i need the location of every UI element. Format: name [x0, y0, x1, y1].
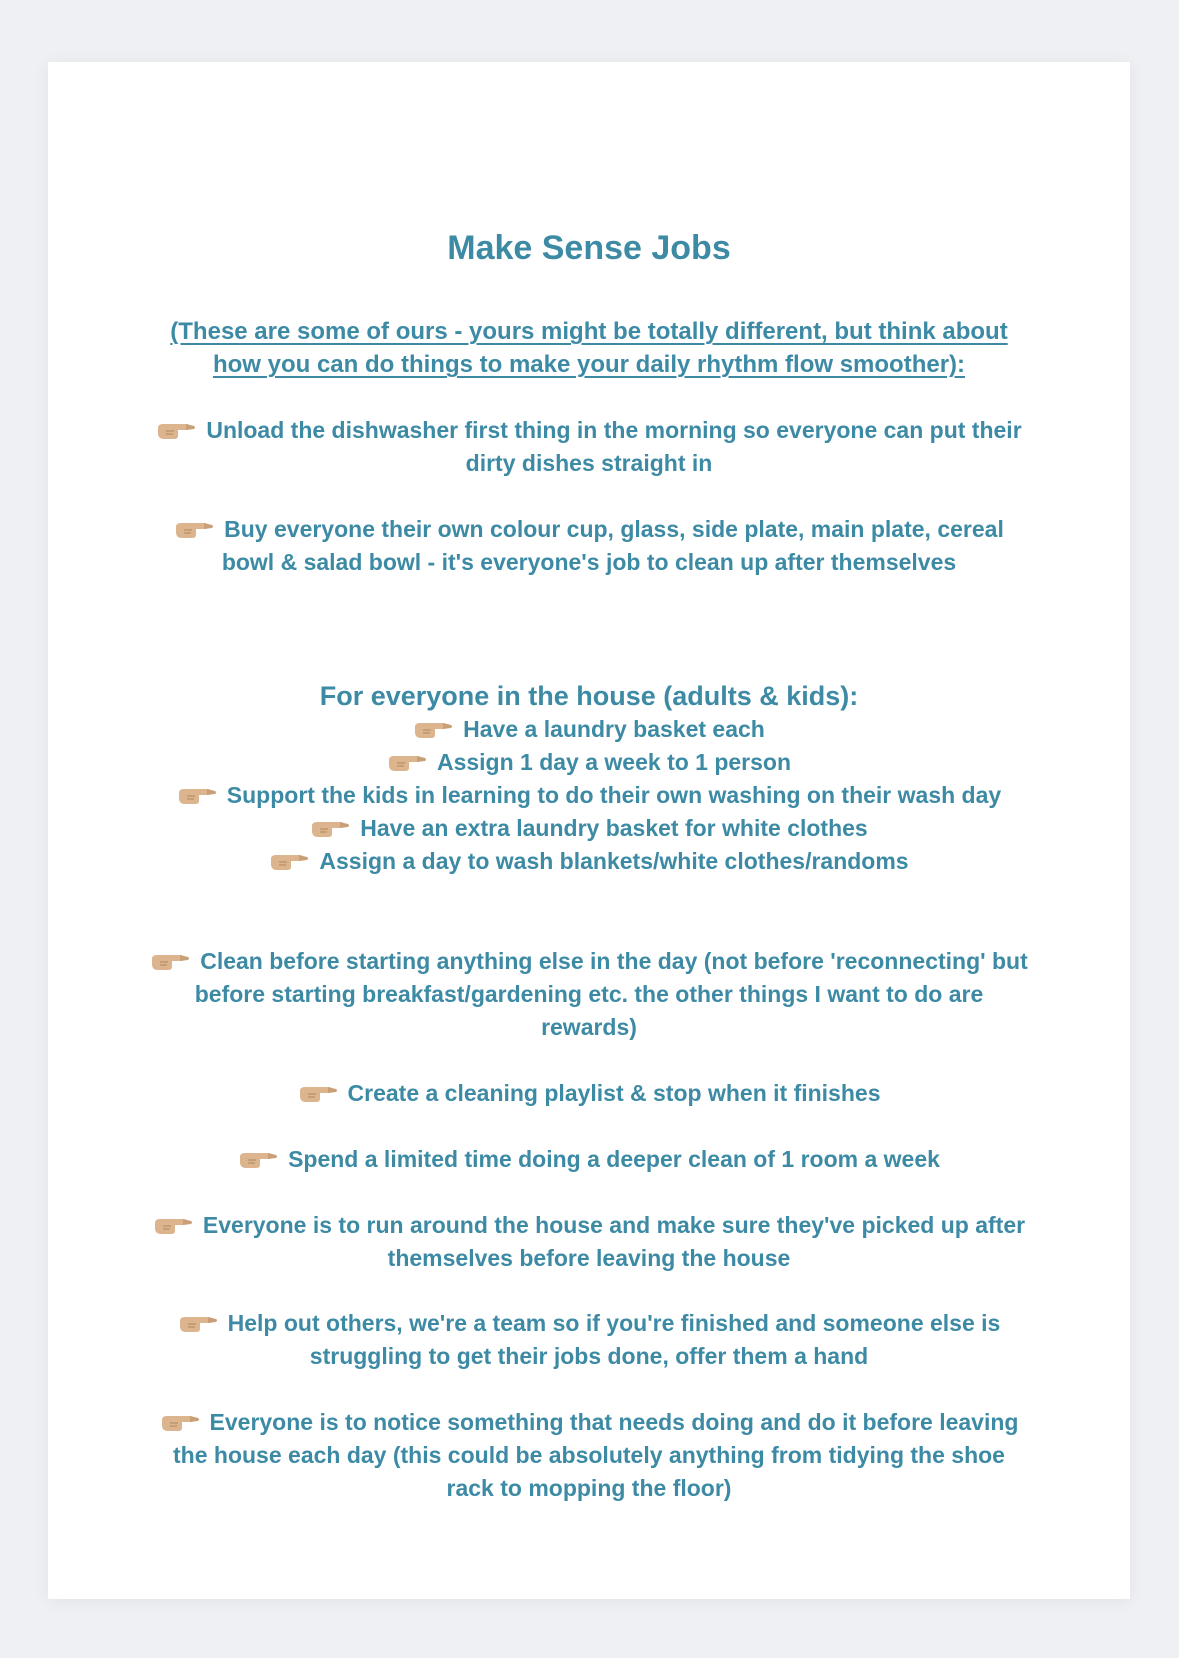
list-item-laundry [128, 779, 1050, 812]
pointing-hand-icon [178, 1313, 218, 1333]
pointing-hand-icon [238, 1149, 278, 1169]
list-item-unload-dishwasher [148, 414, 1030, 480]
item-text: Have an extra laundry basket for white clothes [360, 815, 868, 841]
item-text: Spend a limited time doing a deeper clean of 1 room a week [288, 1146, 940, 1172]
item-text: Unload the dishwasher first thing in the morning so everyone can put their dirty dishes straight in [206, 417, 1022, 476]
list-item-laundry [148, 746, 1030, 779]
pointing-hand-icon [150, 951, 190, 971]
item-text: Help out others, we're a team so if you're finished and someone else is struggling to get their jobs done, offer them a hand [227, 1310, 1001, 1369]
item-text: Assign 1 day a week to 1 person [436, 749, 792, 775]
pointing-hand-icon [387, 752, 427, 772]
list-item-deeper-clean [148, 1143, 1030, 1176]
intro-text: (These are some of ours - yours might be totally different, but think about how you can do things to make your daily rhythm flow smoother): [170, 318, 1008, 378]
item-text: Assign a day to wash blankets/white clothes/randoms [319, 848, 909, 874]
pointing-hand-icon [298, 1083, 338, 1103]
pointing-hand-icon [413, 719, 453, 739]
list-item-playlist [148, 1077, 1030, 1110]
document-page [48, 62, 1130, 1599]
pointing-hand-icon [156, 420, 196, 440]
item-text: Have a laundry basket each [463, 716, 765, 742]
list-item-clean-first [148, 945, 1030, 1044]
item-text: Support the kids in learning to do their own washing on their wash day [226, 782, 1002, 808]
laundry-heading: For everyone in the house (adults & kids): [319, 681, 859, 711]
list-item-laundry [148, 845, 1030, 878]
list-item-laundry [148, 713, 1030, 746]
pointing-hand-icon [160, 1412, 200, 1432]
item-text: Create a cleaning playlist & stop when it finishes [347, 1080, 881, 1106]
item-text: Everyone is to run around the house and make sure they've picked up after themselves before leaving the house [202, 1212, 1026, 1271]
pointing-hand-icon [153, 1215, 193, 1235]
list-item-notice-something [148, 1406, 1030, 1505]
item-text: Clean before starting anything else in the day (not before 'reconnecting' but before starting breakfast/gardening etc. the other things I want to do are rewards) [194, 948, 1028, 1040]
item-text: Everyone is to notice something that needs doing and do it before leaving the house each day (this could be absolutely anything from tidying the shoe rack to mopping the floor) [173, 1409, 1019, 1501]
pointing-hand-icon [174, 519, 214, 539]
page-title: Make Sense Jobs [447, 229, 731, 267]
pointing-hand-icon [177, 785, 217, 805]
pointing-hand-icon [269, 851, 309, 871]
list-item-pick-up [148, 1209, 1030, 1275]
pointing-hand-icon [310, 818, 350, 838]
list-item-colour-dishes [148, 513, 1030, 579]
list-item-laundry [148, 812, 1030, 845]
list-item-help-others [148, 1307, 1030, 1373]
item-text: Buy everyone their own colour cup, glass, side plate, main plate, cereal bowl & salad bowl - it's everyone's job to clean up after themselves [221, 516, 1004, 575]
